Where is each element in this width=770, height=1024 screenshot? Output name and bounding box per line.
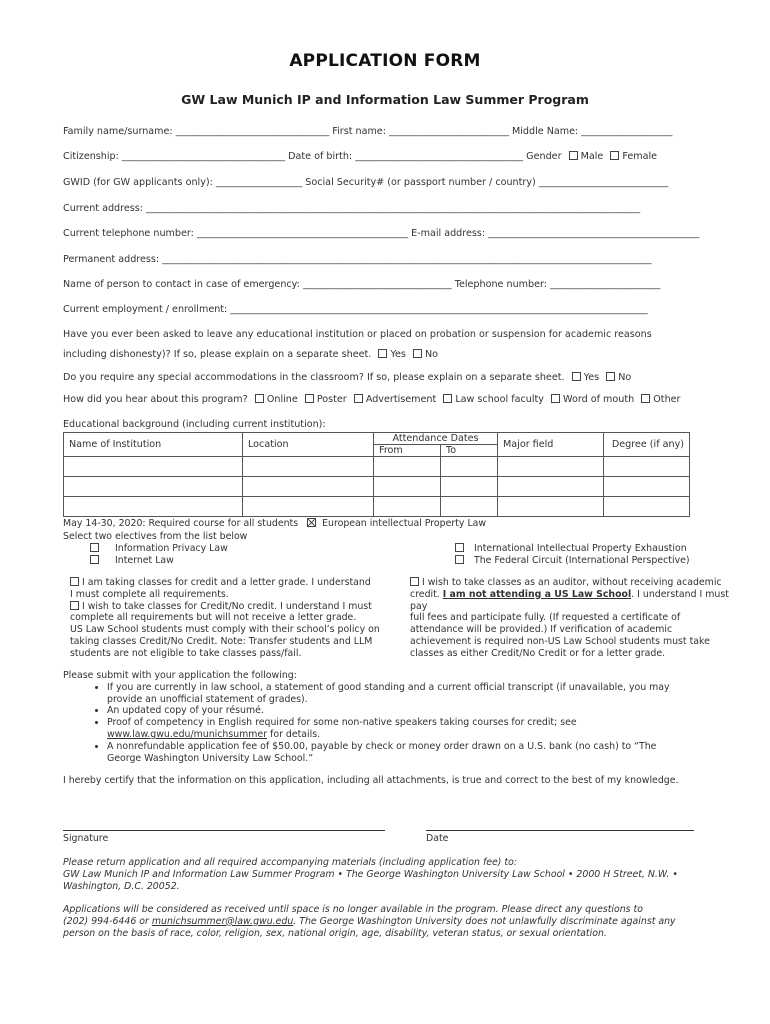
option-label: Online bbox=[266, 394, 298, 405]
checkbox-icon[interactable] bbox=[413, 349, 422, 358]
table-cell[interactable] bbox=[604, 477, 690, 497]
accommodations-no-option[interactable] bbox=[606, 372, 631, 383]
checkbox-icon[interactable] bbox=[70, 577, 79, 586]
table-cell[interactable] bbox=[498, 497, 604, 517]
table-cell[interactable] bbox=[243, 457, 374, 477]
credit-options-right bbox=[410, 577, 745, 660]
checkbox-icon[interactable] bbox=[354, 394, 363, 403]
checkbox-icon[interactable] bbox=[455, 555, 464, 564]
program-subtitle: GW Law Munich IP and Information Law Summer Program bbox=[181, 92, 589, 107]
header-degree: Degree (if any) bbox=[604, 433, 690, 457]
gender-label: Gender bbox=[526, 151, 562, 162]
checked-box-icon[interactable] bbox=[307, 518, 316, 527]
employment-field[interactable]: Current employment / enrollment: _______________________________________________________________________________________ bbox=[63, 304, 648, 315]
header-to: To bbox=[441, 445, 498, 457]
option-text: attendance will be provided.) If verification of academic bbox=[410, 624, 673, 636]
table-cell[interactable] bbox=[441, 457, 498, 477]
table-cell[interactable] bbox=[604, 497, 690, 517]
checkbox-icon[interactable] bbox=[572, 372, 581, 381]
education-table bbox=[63, 432, 690, 517]
education-label: Educational background (including current institution): bbox=[63, 419, 326, 430]
option-text: students are not eligible to take classes pass/fail. bbox=[70, 647, 302, 659]
male-label: Male bbox=[580, 151, 604, 162]
header-dates: Attendance Dates bbox=[374, 433, 498, 445]
option-text: . I understand I must pay bbox=[410, 588, 729, 612]
checkbox-icon[interactable] bbox=[455, 543, 464, 552]
table-cell[interactable] bbox=[64, 457, 243, 477]
hear-option-other[interactable] bbox=[641, 394, 680, 405]
contact-email-link[interactable]: munichsummer@law.gwu.edu bbox=[151, 915, 294, 927]
credit-letter-grade-option[interactable] bbox=[70, 577, 390, 589]
notice-line: Applications will be considered as received until space is no longer available in the program. Please direct any questions to bbox=[63, 904, 643, 915]
table-cell[interactable] bbox=[374, 497, 441, 517]
notice-line: person on the basis of race, color, religion, sex, national origin, age, disability, veteran status, or sexual orientation. bbox=[63, 927, 607, 939]
hear-option-advertisement[interactable] bbox=[354, 394, 436, 405]
list-item: • A nonrefundable application fee of $50.00, payable by check or money order drawn on a U.S. bank (no cash) to “The George Washington University Law School.” bbox=[107, 741, 723, 765]
elective-label: International Intellectual Property Exhaustion bbox=[474, 543, 687, 554]
hear-option-word-of-mouth[interactable] bbox=[551, 394, 634, 405]
elective-federal-circuit[interactable] bbox=[455, 555, 690, 566]
header-institution: Name of Institution bbox=[64, 433, 243, 457]
option-label: Word of mouth bbox=[563, 394, 635, 405]
option-label: Law school faculty bbox=[455, 394, 544, 405]
table-row bbox=[64, 457, 690, 477]
not-us-law-school-emphasis: I am not attending a US Law School bbox=[442, 588, 632, 600]
yes-label: Yes bbox=[583, 372, 600, 383]
checkbox-icon[interactable] bbox=[551, 394, 560, 403]
return-line: Please return application and all required accompanying materials (including application fee) to: bbox=[63, 857, 517, 868]
checkbox-icon[interactable] bbox=[610, 151, 619, 160]
signature-label: Signature bbox=[63, 833, 109, 844]
no-label: No bbox=[618, 372, 632, 383]
emergency-contact-field[interactable]: Name of person to contact in case of emergency: _______________________________ bbox=[63, 279, 452, 290]
option-text: US Law School students must comply with their school’s policy on bbox=[70, 624, 380, 636]
table-cell[interactable] bbox=[374, 457, 441, 477]
female-label: Female bbox=[622, 151, 658, 162]
signature-line[interactable] bbox=[63, 830, 385, 831]
option-label: Poster bbox=[316, 394, 347, 405]
table-cell[interactable] bbox=[498, 477, 604, 497]
citizenship-field[interactable]: Citizenship: __________________________________ bbox=[63, 151, 286, 162]
required-course-name: European intellectual Property Law bbox=[322, 518, 487, 529]
option-text: taking classes Credit/No Credit. Note: Transfer students and LLM bbox=[70, 635, 373, 647]
elective-label: The Federal Circuit (International Perspective) bbox=[474, 555, 690, 566]
date-line[interactable] bbox=[426, 830, 694, 831]
table-cell[interactable] bbox=[604, 457, 690, 477]
leave-yes-option[interactable] bbox=[378, 349, 406, 360]
middle-name-field[interactable]: Middle Name: ___________________ bbox=[511, 126, 673, 137]
leave-question-line2: including dishonesty)? If so, please explain on a separate sheet. bbox=[63, 349, 372, 360]
table-row bbox=[64, 477, 690, 497]
electives-label: Select two electives from the list below bbox=[63, 531, 248, 542]
option-text: I wish to take classes for Credit/No credit. I understand I must bbox=[82, 600, 372, 612]
hear-option-poster[interactable] bbox=[305, 394, 347, 405]
date-label: Date bbox=[426, 833, 449, 844]
notice-line: . The George Washington University does not unlawfully discriminate against any bbox=[293, 915, 676, 927]
no-label: No bbox=[424, 349, 439, 360]
option-label: Other bbox=[653, 394, 681, 405]
table-cell[interactable] bbox=[441, 497, 498, 517]
current-address-field[interactable]: Current address: _______________________________________________________________________________________________________ bbox=[63, 203, 641, 214]
elective-label: Internet Law bbox=[115, 555, 174, 566]
submission-intro: Please submit with your application the following: bbox=[63, 670, 297, 681]
table-header-row bbox=[64, 433, 690, 445]
checkbox-icon[interactable] bbox=[443, 394, 452, 403]
option-text: full fees and participate fully. (If requested a certificate of bbox=[410, 612, 681, 624]
option-text: I am taking classes for credit and a letter grade. I understand bbox=[82, 577, 371, 588]
hear-option-faculty[interactable] bbox=[443, 394, 544, 405]
header-location: Location bbox=[243, 433, 374, 457]
munich-summer-link[interactable]: www.law.gwu.edu/munichsummer bbox=[107, 728, 268, 740]
list-item: • Proof of competency in English required for some non-native speakers taking courses for credit; see www.law.gwu.edu/munichsummer for details. bbox=[107, 717, 723, 741]
accommodations-question: Do you require any special accommodations in the classroom? If so, please explain on a separate sheet. bbox=[63, 372, 565, 383]
page-title: APPLICATION FORM bbox=[289, 51, 481, 71]
return-line: GW Law Munich IP and Information Law Summer Program • The George Washington University Law School • 2000 H Street, N.W. • bbox=[63, 868, 678, 880]
header-major: Major field bbox=[498, 433, 604, 457]
return-line: Washington, D.C. 20052. bbox=[63, 880, 180, 892]
option-text: classes as either Credit/No Credit or for a letter grade. bbox=[410, 647, 666, 659]
checkbox-icon[interactable] bbox=[70, 601, 79, 610]
elective-ip-exhaustion[interactable] bbox=[455, 543, 687, 554]
option-text: achievement is required non-US Law School students must take bbox=[410, 635, 710, 647]
table-cell[interactable] bbox=[243, 497, 374, 517]
certification-statement: I hereby certify that the information on this application, including all attachments, is true and correct to the best of my knowledge. bbox=[63, 775, 679, 786]
table-cell[interactable] bbox=[441, 477, 498, 497]
header-from: From bbox=[374, 445, 441, 457]
first-name-field[interactable]: First name: _________________________ bbox=[332, 126, 509, 137]
email-field[interactable]: E-mail address: ____________________________________________ bbox=[411, 228, 700, 239]
checkbox-icon[interactable] bbox=[641, 394, 650, 403]
checkbox-icon[interactable] bbox=[410, 577, 419, 586]
option-text: credit. bbox=[410, 588, 440, 600]
checkbox-icon[interactable] bbox=[255, 394, 264, 403]
checkbox-icon[interactable] bbox=[378, 349, 387, 358]
elective-information-privacy[interactable] bbox=[90, 543, 228, 554]
elective-internet-law[interactable] bbox=[90, 555, 174, 566]
list-item: • If you are currently in law school, a statement of good standing and a current official transcript (if unavailable, you may provide an unofficial statement of grades). bbox=[107, 682, 723, 706]
gender-male-option[interactable] bbox=[569, 151, 604, 162]
option-text: I wish to take classes as an auditor, without receiving academic bbox=[422, 577, 722, 588]
checkbox-icon[interactable] bbox=[606, 372, 615, 381]
option-text: complete all requirements but will not receive a letter grade. bbox=[70, 612, 357, 624]
gwid-ssn-field[interactable]: GWID (for GW applicants only): __________________ Social Security# (or passport number / country) ___________________________ bbox=[63, 177, 669, 188]
table-cell[interactable] bbox=[498, 457, 604, 477]
credit-no-credit-option[interactable] bbox=[70, 601, 390, 613]
gender-female-option[interactable] bbox=[610, 151, 657, 162]
submission-requirements bbox=[63, 670, 723, 764]
checkbox-icon[interactable] bbox=[305, 394, 314, 403]
option-label: Advertisement bbox=[365, 394, 437, 405]
date-of-birth-field[interactable]: Date of birth: ___________________________________ bbox=[288, 151, 524, 162]
phone-field[interactable]: Current telephone number: ____________________________________________ bbox=[63, 228, 409, 239]
notice-text bbox=[63, 904, 743, 939]
required-course-label: May 14-30, 2020: Required course for all students bbox=[63, 518, 299, 529]
emergency-phone-field[interactable]: Telephone number: _______________________ bbox=[454, 279, 661, 290]
table-cell[interactable] bbox=[64, 477, 243, 497]
auditor-option[interactable] bbox=[410, 577, 745, 589]
option-text: I must complete all requirements. bbox=[70, 588, 229, 600]
checkbox-icon[interactable] bbox=[569, 151, 578, 160]
table-cell[interactable] bbox=[374, 477, 441, 497]
hear-option-online[interactable] bbox=[255, 394, 298, 405]
leave-question-line1: Have you ever been asked to leave any educational institution or placed on probation or suspension for academic reasons bbox=[63, 329, 652, 340]
notice-line: (202) 994-6446 or bbox=[63, 915, 152, 927]
table-row bbox=[64, 497, 690, 517]
list-item: • An updated copy of your résumé. bbox=[107, 705, 723, 717]
checkbox-icon[interactable] bbox=[90, 555, 99, 564]
hear-question: How did you hear about this program? bbox=[63, 394, 248, 405]
return-instructions bbox=[63, 857, 723, 892]
family-name-field[interactable]: Family name/surname: ________________________________ bbox=[63, 126, 330, 137]
leave-no-option[interactable] bbox=[413, 349, 438, 360]
permanent-address-field[interactable]: Permanent address: ______________________________________________________________________________________________________ bbox=[63, 254, 652, 265]
elective-label: Information Privacy Law bbox=[115, 543, 228, 554]
yes-label: Yes bbox=[390, 349, 406, 360]
table-cell[interactable] bbox=[243, 477, 374, 497]
checkbox-icon[interactable] bbox=[90, 543, 99, 552]
accommodations-yes-option[interactable] bbox=[572, 372, 600, 383]
credit-options-left bbox=[70, 577, 390, 660]
table-cell[interactable] bbox=[64, 497, 243, 517]
